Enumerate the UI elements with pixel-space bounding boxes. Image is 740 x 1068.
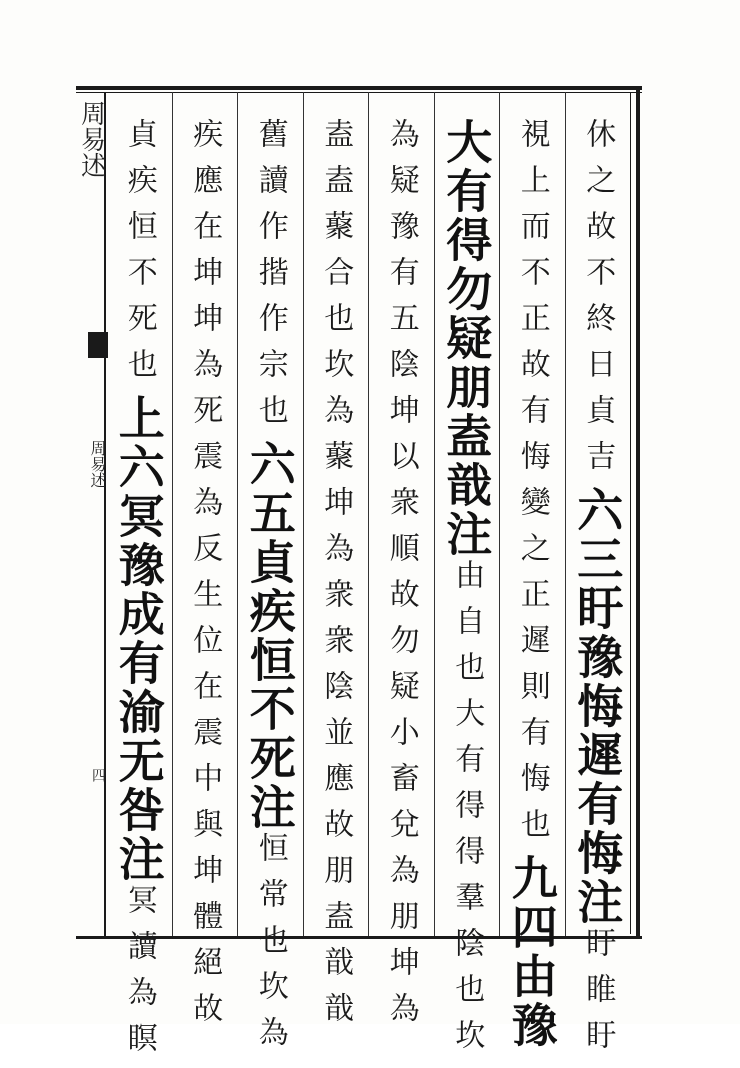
main-text: 大有得勿疑朋盍戠注: [439, 118, 494, 559]
spine-subtitle: 周易述: [88, 440, 107, 488]
main-text: 六三盱豫悔遲有悔注: [570, 486, 625, 927]
frame-top-inner-border: [76, 92, 642, 93]
column-divider: [499, 92, 500, 936]
commentary-text: 由自也大有得得羣陰也坎: [449, 559, 485, 1065]
commentary-text: 疾應在坤坤為死震為反生位在震中與坤體絕故: [187, 118, 223, 1038]
main-text: 六五貞疾恒不死注: [242, 440, 297, 832]
margin-strip: [76, 92, 107, 936]
text-column: [109, 118, 169, 1068]
commentary-text: 舊讀作揩作宗也: [252, 118, 288, 440]
commentary-text: 恒常也坎為: [252, 832, 288, 1062]
frame-left-border: [104, 92, 106, 936]
column-divider: [434, 92, 435, 936]
column-divider: [368, 92, 369, 936]
column-divider: [172, 92, 173, 936]
commentary-text: 休之故不終日貞吉: [580, 118, 616, 486]
page-number: 四: [90, 768, 106, 782]
frame-right-border: [636, 86, 640, 939]
column-divider: [237, 92, 238, 936]
text-column: [371, 118, 431, 1038]
text-column: [240, 118, 300, 1062]
commentary-text: 貞疾恒不死也: [121, 118, 157, 394]
commentary-text: 盍盍藂合也坎為藂坤為衆衆陰並應故朋盍戠戠: [318, 118, 354, 1038]
commentary-text: 冥讀為瞑: [121, 884, 157, 1068]
commentary-text: 盱睢盱: [580, 927, 616, 1065]
frame-top-border: [76, 86, 642, 90]
commentary-text: 視上而不正故有悔變之正遲則有悔也: [514, 118, 550, 854]
column-divider: [303, 92, 304, 936]
main-text: 上六冥豫成有渝无咎注: [111, 394, 166, 884]
text-column: [305, 118, 365, 1038]
text-column: [502, 118, 562, 1050]
spine-title: 周易述: [76, 100, 106, 178]
text-column: [174, 118, 234, 1038]
commentary-text: 為疑豫有五陰坤以衆順故勿疑小畜兌為朋坤為: [383, 118, 419, 1038]
text-column: [567, 118, 627, 1065]
fish-tail-mark: [88, 332, 108, 358]
text-column: [436, 118, 496, 1065]
column-divider: [565, 92, 566, 936]
frame-right-inner-border: [630, 92, 631, 934]
main-text: 九四由豫: [504, 854, 559, 1050]
